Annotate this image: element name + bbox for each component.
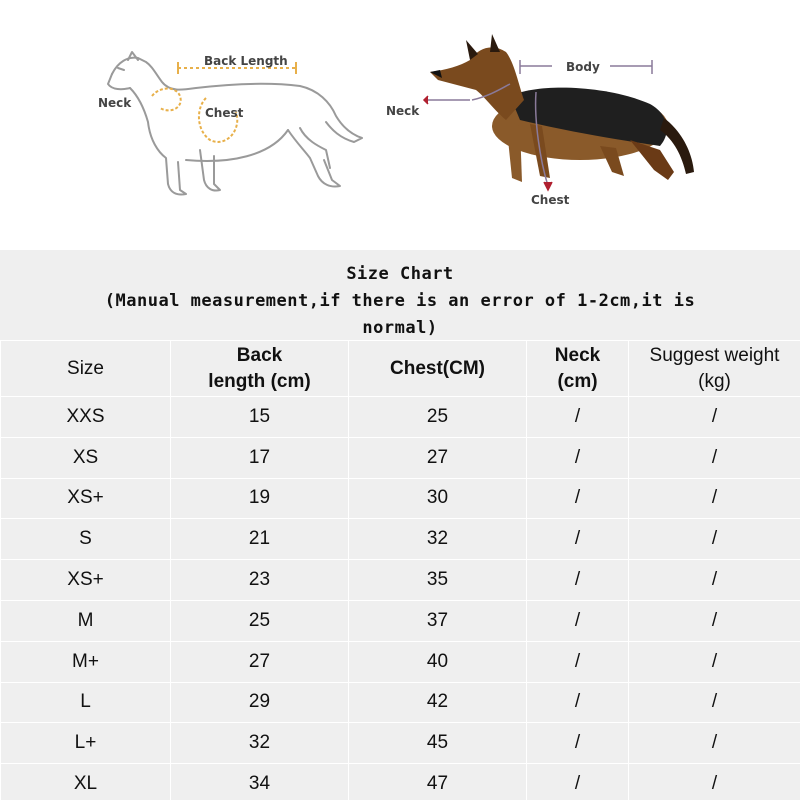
- header-neck: Neck (cm): [527, 341, 629, 397]
- cell-weight: /: [629, 764, 800, 805]
- cell-size: XS: [1, 437, 171, 478]
- cell-chest: 27: [349, 437, 527, 478]
- cell-neck: /: [527, 682, 629, 723]
- dog-photo: [430, 34, 694, 182]
- cell-neck: /: [527, 641, 629, 682]
- size-chart: [0, 250, 800, 800]
- cell-neck: /: [527, 437, 629, 478]
- cell-neck: /: [527, 723, 629, 764]
- table-row: [1, 437, 800, 478]
- cell-size: M: [1, 600, 171, 641]
- label-back-length: Back Length: [204, 54, 288, 68]
- cell-back: 17: [171, 437, 349, 478]
- table-row: [1, 397, 800, 438]
- cell-neck: /: [527, 397, 629, 438]
- label-neck-left: Neck: [98, 96, 131, 110]
- cell-back: 29: [171, 682, 349, 723]
- cell-weight: /: [629, 641, 800, 682]
- cell-size: XXS: [1, 397, 171, 438]
- cell-back: 19: [171, 478, 349, 519]
- cell-weight: /: [629, 600, 800, 641]
- cell-chest: 35: [349, 560, 527, 601]
- table-row: [1, 519, 800, 560]
- header-suggest-weight: Suggest weight (kg): [629, 341, 800, 397]
- cell-size: XS+: [1, 478, 171, 519]
- label-chest-right: Chest: [531, 193, 569, 207]
- table-row: [1, 764, 800, 805]
- cell-neck: /: [527, 600, 629, 641]
- size-chart-title-block: [0, 250, 800, 340]
- cell-neck: /: [527, 764, 629, 805]
- cell-back: 23: [171, 560, 349, 601]
- label-chest-left: Chest: [205, 106, 243, 120]
- table-row: [1, 478, 800, 519]
- dog-outline-sketch: [108, 52, 362, 195]
- table-header-row: [1, 341, 800, 397]
- cell-weight: /: [629, 519, 800, 560]
- cell-weight: /: [629, 723, 800, 764]
- cell-back: 27: [171, 641, 349, 682]
- header-back-length: Back length (cm): [171, 341, 349, 397]
- size-chart-note-line2: normal): [0, 315, 800, 342]
- cell-weight: /: [629, 682, 800, 723]
- cell-chest: 25: [349, 397, 527, 438]
- header-chest: Chest(CM): [349, 341, 527, 397]
- cell-size: XL: [1, 764, 171, 805]
- label-body: Body: [566, 60, 600, 74]
- cell-chest: 47: [349, 764, 527, 805]
- cell-weight: /: [629, 478, 800, 519]
- cell-size: M+: [1, 641, 171, 682]
- size-table: [0, 340, 800, 805]
- cell-chest: 45: [349, 723, 527, 764]
- cell-size: L: [1, 682, 171, 723]
- cell-size: L+: [1, 723, 171, 764]
- cell-chest: 42: [349, 682, 527, 723]
- cell-back: 15: [171, 397, 349, 438]
- table-row: [1, 682, 800, 723]
- cell-back: 25: [171, 600, 349, 641]
- table-row: [1, 600, 800, 641]
- cell-chest: 37: [349, 600, 527, 641]
- measurement-lines-left: [152, 62, 296, 142]
- cell-neck: /: [527, 560, 629, 601]
- cell-back: 34: [171, 764, 349, 805]
- cell-chest: 32: [349, 519, 527, 560]
- cell-weight: /: [629, 560, 800, 601]
- table-row: [1, 560, 800, 601]
- cell-back: 32: [171, 723, 349, 764]
- cell-weight: /: [629, 437, 800, 478]
- dog-illustrations: [0, 0, 800, 250]
- label-neck-right: Neck: [386, 104, 419, 118]
- cell-size: S: [1, 519, 171, 560]
- cell-weight: /: [629, 397, 800, 438]
- cell-neck: /: [527, 519, 629, 560]
- header-size: Size: [1, 341, 171, 397]
- size-chart-title: Size Chart: [0, 261, 800, 288]
- cell-chest: 40: [349, 641, 527, 682]
- table-row: [1, 723, 800, 764]
- cell-chest: 30: [349, 478, 527, 519]
- size-chart-note-line1: (Manual measurement,if there is an error of 1-2cm,it is: [0, 288, 800, 315]
- table-row: [1, 641, 800, 682]
- cell-size: XS+: [1, 560, 171, 601]
- measurement-diagram: [0, 0, 800, 250]
- cell-back: 21: [171, 519, 349, 560]
- cell-neck: /: [527, 478, 629, 519]
